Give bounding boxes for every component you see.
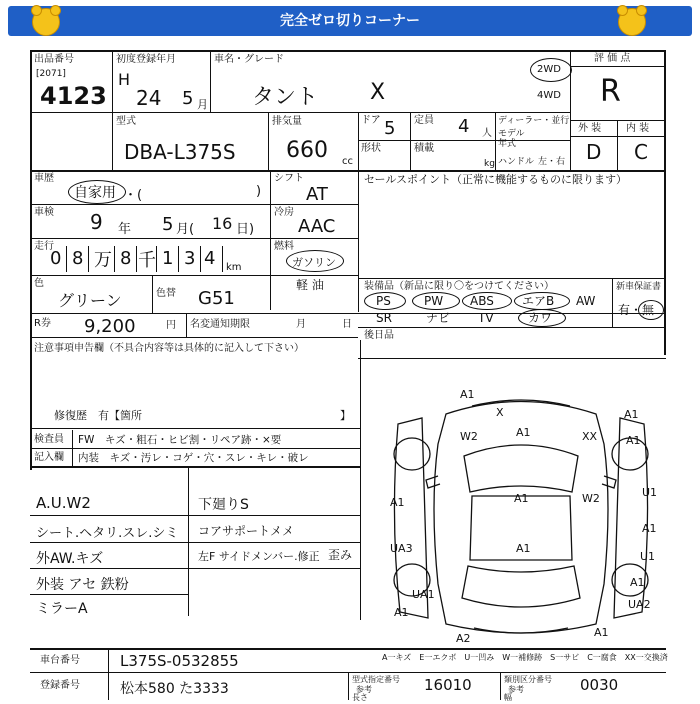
svg-text:W2: W2 bbox=[460, 430, 478, 443]
remark-right: コアサポートメメ bbox=[198, 524, 294, 538]
history-close: ) bbox=[256, 184, 262, 199]
door-value: 5 bbox=[384, 118, 396, 139]
recycle-value: 9,200 bbox=[84, 316, 136, 337]
reg-month-unit: 月 bbox=[197, 98, 208, 111]
lot-label: 出品番号 bbox=[34, 54, 74, 65]
svg-text:U1: U1 bbox=[640, 550, 656, 563]
svg-text:W2: W2 bbox=[582, 492, 600, 505]
fuel-value: ガソリン bbox=[292, 256, 336, 269]
equipment-item: PS bbox=[376, 294, 391, 308]
damage-diagram bbox=[376, 384, 666, 644]
bear-mascot-icon bbox=[32, 8, 60, 36]
equipment-label: 装備品（新品に限り〇をつけてください） bbox=[364, 281, 554, 292]
equipment-item: SR bbox=[376, 311, 392, 325]
ac-value: AAC bbox=[298, 216, 336, 237]
mileage-digit: 千 bbox=[138, 250, 156, 271]
inspector-row: FW キズ・粗石・ヒビ割・リペア跡・×要 bbox=[78, 434, 282, 446]
svg-text:A1: A1 bbox=[460, 388, 475, 401]
history-value: 自家用 bbox=[74, 185, 116, 201]
insp-day-unit: 日) bbox=[236, 222, 255, 237]
remark-right: 歪み bbox=[328, 548, 353, 562]
svg-text:XX: XX bbox=[582, 430, 598, 443]
load-label: 積載 bbox=[414, 143, 434, 154]
int-label: 内 装 bbox=[626, 123, 650, 134]
load-unit: kg bbox=[484, 159, 495, 169]
history-label: 車歴 bbox=[34, 173, 54, 184]
svg-text:A1: A1 bbox=[626, 434, 641, 447]
capacity-value: 4 bbox=[458, 116, 470, 137]
shift-value: AT bbox=[306, 184, 328, 205]
svg-text:X: X bbox=[496, 406, 504, 419]
insp-month-unit: 月( bbox=[176, 222, 195, 237]
equipment-item: エアB bbox=[522, 294, 555, 308]
reg-number-label: 登録番号 bbox=[40, 680, 80, 691]
capacity-label: 定員 bbox=[414, 115, 434, 126]
model-label: 車名・グレード bbox=[214, 54, 284, 65]
remark-right: 左F サイドメンバー.修正 bbox=[198, 550, 320, 563]
handle-label: ハンドル bbox=[498, 157, 535, 167]
designated-sub: 参考 bbox=[356, 685, 372, 694]
svg-text:A2: A2 bbox=[456, 632, 471, 644]
recycle-label: R券 bbox=[34, 318, 51, 329]
color-label: 色 bbox=[34, 278, 44, 289]
reg-label: 初度登録年月 bbox=[116, 54, 176, 65]
category-value: 0030 bbox=[580, 676, 619, 694]
svg-text:A1: A1 bbox=[642, 522, 657, 535]
reg-year: 24 bbox=[136, 86, 162, 110]
svg-text:UA2: UA2 bbox=[628, 598, 651, 611]
svg-text:UA1: UA1 bbox=[412, 588, 435, 601]
insp-year: 9 bbox=[90, 210, 103, 234]
lot-number: 4123 bbox=[40, 82, 107, 110]
length-label: 長さ bbox=[352, 693, 368, 702]
inspector-label: 検査員 bbox=[34, 434, 64, 445]
type-label: 型式 bbox=[116, 116, 136, 127]
recycle-unit: 円 bbox=[166, 320, 176, 331]
svg-text:A1: A1 bbox=[390, 496, 405, 509]
year-label: 年式 bbox=[498, 139, 517, 149]
mileage-digit: 4 bbox=[204, 248, 216, 269]
type-value: DBA-L375S bbox=[124, 140, 236, 164]
inspection-label: 車検 bbox=[34, 207, 54, 218]
remark-left: 外AW.キズ bbox=[36, 551, 104, 567]
handle-options: 左・右 bbox=[538, 157, 566, 167]
capacity-unit: 人 bbox=[482, 128, 492, 139]
svg-text:A1: A1 bbox=[394, 606, 409, 619]
svg-text:UA3: UA3 bbox=[390, 542, 413, 555]
dealer-label: ディーラー・並行 bbox=[498, 116, 570, 126]
drive-4wd: 4WD bbox=[537, 90, 561, 101]
sales-point-label: セールスポイント（正常に機能するものに限ります） bbox=[364, 173, 628, 186]
history-rest: ・( bbox=[124, 188, 143, 203]
shift-label: シフト bbox=[274, 173, 304, 184]
cc-label: 排気量 bbox=[272, 116, 302, 127]
drive-2wd: 2WD bbox=[537, 64, 561, 75]
mileage-digit: 8 bbox=[72, 248, 84, 269]
reg-month: 5 bbox=[182, 88, 194, 109]
ac-label: 冷房 bbox=[274, 207, 294, 218]
color-value: グリーン bbox=[58, 291, 122, 310]
reg-era: H bbox=[118, 70, 131, 89]
cc-value: 660 bbox=[286, 138, 328, 163]
name-change-month: 月 bbox=[296, 319, 306, 330]
mileage-unit: km bbox=[226, 262, 242, 273]
equipment-item: カワ bbox=[528, 311, 553, 325]
shape-label: 形状 bbox=[361, 143, 381, 154]
model-name: タント bbox=[252, 85, 319, 110]
entry-label: 記入欄 bbox=[34, 452, 64, 463]
designated-label: 型式指定番号 bbox=[352, 675, 400, 684]
chassis-label: 車台番号 bbox=[40, 655, 80, 666]
reg-number-value: 松本580 た3333 bbox=[120, 681, 229, 697]
remark-left: 外装 アセ 鉄粉 bbox=[36, 577, 129, 593]
model-year-label: モデル bbox=[498, 129, 525, 139]
warranty-circle bbox=[638, 300, 664, 320]
warranty-label: 新車保証書 bbox=[616, 282, 662, 292]
svg-text:U1: U1 bbox=[642, 486, 658, 499]
warranty-value: 有・無 bbox=[618, 303, 655, 317]
bear-mascot-icon bbox=[618, 8, 646, 36]
svg-text:A1: A1 bbox=[514, 492, 529, 505]
chassis-value: L375S-0532855 bbox=[120, 652, 239, 670]
mileage-digit: 1 bbox=[162, 248, 174, 269]
lot-sub: [2071] bbox=[36, 69, 66, 79]
color-code: G51 bbox=[198, 288, 235, 309]
remark-left: A.U.W2 bbox=[36, 494, 91, 512]
svg-text:A1: A1 bbox=[594, 626, 609, 639]
ext-value: D bbox=[586, 140, 602, 164]
legend: A一キズ E一エクボ U一凹み W一補修跡 S一サビ C一腐食 XX一交換済 bbox=[382, 653, 668, 662]
score-label: 評 価 点 bbox=[594, 53, 631, 64]
equipment-item: ABS bbox=[470, 294, 494, 308]
fuel-options: 軽 油 bbox=[296, 278, 324, 292]
name-change-label: 名変通知期限 bbox=[190, 319, 250, 330]
remark-right: 下廻りS bbox=[198, 497, 249, 513]
remark-left: シート.ヘタリ.スレ.シミ bbox=[36, 526, 179, 541]
designated-value: 16010 bbox=[424, 676, 472, 694]
name-change-day: 日 bbox=[342, 319, 352, 330]
model-grade: X bbox=[370, 80, 386, 105]
top-banner bbox=[8, 6, 692, 36]
equipment-item: PW bbox=[424, 294, 444, 308]
mileage-digit: 万 bbox=[94, 250, 112, 271]
mileage-digit: 3 bbox=[184, 248, 196, 269]
int-value: C bbox=[634, 140, 648, 164]
cc-unit: cc bbox=[342, 156, 353, 167]
insp-year-unit: 年 bbox=[118, 222, 132, 237]
ext-label: 外 装 bbox=[578, 123, 602, 134]
mileage-label: 走行 bbox=[34, 241, 54, 252]
score-value: R bbox=[600, 74, 621, 109]
equipment-item: AW bbox=[576, 294, 596, 308]
entry-row: 内装 キズ・汚レ・コゲ・穴・スレ・キレ・破レ bbox=[78, 452, 309, 464]
equipment-item: ナビ bbox=[426, 311, 451, 325]
notice-label: 注意事項申告欄（不具合内容等は具体的に記入して下さい） bbox=[34, 343, 304, 354]
insp-day: 16 bbox=[212, 214, 233, 233]
mileage-digit: 8 bbox=[120, 248, 132, 269]
repair-close: 】 bbox=[340, 409, 351, 422]
equipment-item: TV bbox=[478, 311, 494, 325]
category-sub: 参考 bbox=[508, 685, 524, 694]
width-label: 幅 bbox=[504, 693, 512, 702]
svg-text:A1: A1 bbox=[630, 576, 645, 589]
insp-month: 5 bbox=[162, 214, 174, 235]
mileage-digit: 0 bbox=[50, 248, 62, 269]
door-label: ドア bbox=[361, 115, 381, 126]
svg-text:A1: A1 bbox=[624, 408, 639, 421]
color-code-label: 色替 bbox=[156, 288, 176, 299]
category-label: 類別区分番号 bbox=[504, 675, 552, 684]
fuel-label: 燃料 bbox=[274, 241, 294, 252]
svg-text:A1: A1 bbox=[516, 426, 531, 439]
banner-title: 完全ゼロ切りコーナー bbox=[280, 13, 420, 29]
svg-text:A1: A1 bbox=[516, 542, 531, 555]
remark-left: ミラーA bbox=[36, 601, 88, 617]
seat-label: 後日品 bbox=[364, 330, 394, 341]
repair-label: 修復歴 有【箇所 bbox=[54, 409, 142, 422]
